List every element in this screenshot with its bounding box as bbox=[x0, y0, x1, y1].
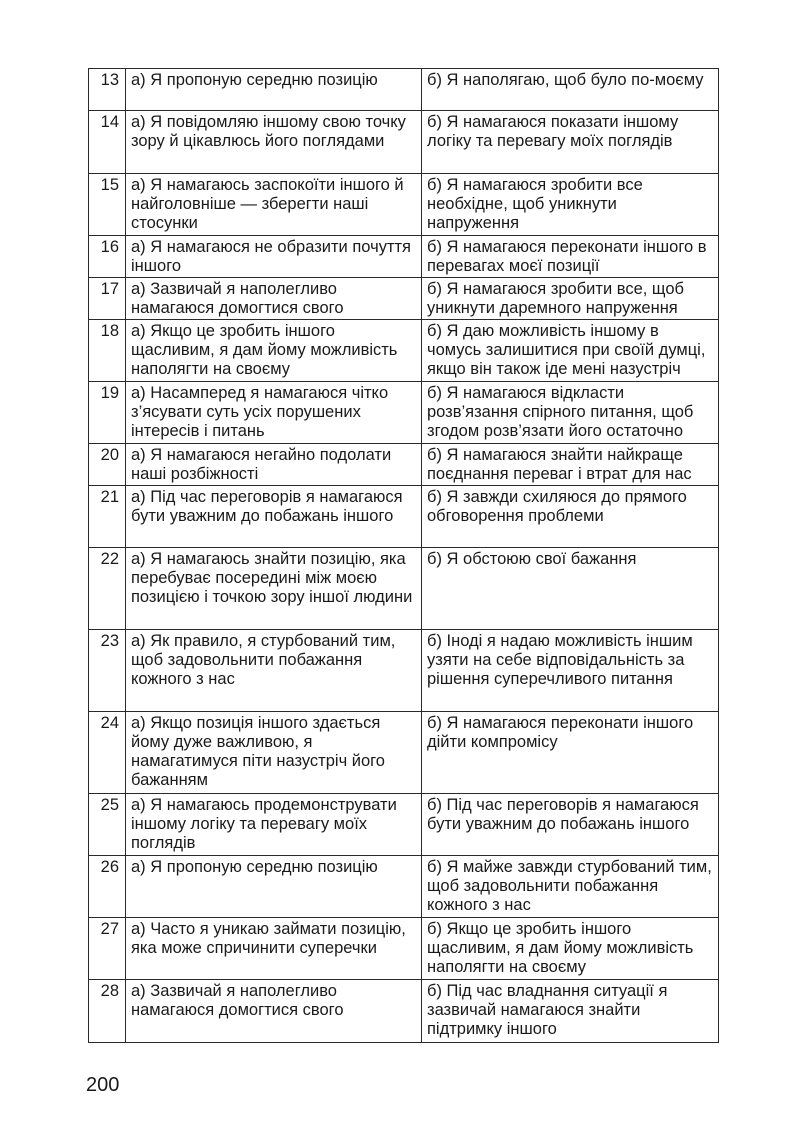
option-b: б) Іноді я надаю можливість іншим узяти на себе відповідальність за рішення суперечливого питання bbox=[422, 630, 719, 712]
option-a: а) Під час переговорів я намагаюся бути уважним до побажань іншого bbox=[126, 486, 422, 548]
option-a: а) Насамперед я намагаюся чітко з’ясувати суть усіх порушених інтересів і питань bbox=[126, 382, 422, 444]
table-row bbox=[89, 174, 719, 236]
option-a: а) Часто я уникаю займати позицію, яка може спричинити суперечки bbox=[126, 918, 422, 980]
option-b: б) Я намагаюся зробити все, щоб уникнути даремного напруження bbox=[422, 278, 719, 320]
item-number: 26 bbox=[89, 856, 126, 918]
table-row bbox=[89, 278, 719, 320]
option-b: б) Під час владнання ситуації я зазвичай намагаюся знайти підтримку іншого bbox=[422, 980, 719, 1043]
item-number: 25 bbox=[89, 794, 126, 856]
option-b: б) Я даю можливість іншому в чомусь залишитися при своїй думці, якщо він також іде мені назустріч bbox=[422, 320, 719, 382]
item-number: 15 bbox=[89, 174, 126, 236]
page-number: 200 bbox=[86, 1074, 120, 1096]
item-number: 14 bbox=[89, 111, 126, 174]
option-b: б) Я намагаюся зробити все необхідне, щоб уникнути напруження bbox=[422, 174, 719, 236]
questionnaire-table bbox=[88, 68, 719, 1043]
option-a: а) Я намагаюсь продемонструвати іншому логіку та перевагу моїх поглядів bbox=[126, 794, 422, 856]
option-a: а) Я пропоную середню позицію bbox=[126, 856, 422, 918]
table-row bbox=[89, 69, 719, 111]
item-number: 16 bbox=[89, 236, 126, 278]
option-b: б) Я намагаюся переконати іншого дійти компромісу bbox=[422, 712, 719, 794]
table-row bbox=[89, 382, 719, 444]
table-row bbox=[89, 794, 719, 856]
option-b: б) Я обстоюю свої бажання bbox=[422, 548, 719, 630]
option-b: б) Я наполягаю, щоб було по-моєму bbox=[422, 69, 719, 111]
table-row bbox=[89, 980, 719, 1043]
item-number: 20 bbox=[89, 444, 126, 486]
option-a: а) Я повідомляю іншому свою точку зору й цікавлюсь його поглядами bbox=[126, 111, 422, 174]
item-number: 21 bbox=[89, 486, 126, 548]
table-row bbox=[89, 856, 719, 918]
table-row bbox=[89, 236, 719, 278]
table-row bbox=[89, 918, 719, 980]
table-row bbox=[89, 111, 719, 174]
option-a: а) Зазвичай я наполегливо намагаюся домогтися свого bbox=[126, 980, 422, 1043]
option-b: б) Якщо це зробить іншого щасливим, я дам йому можливість наполягти на своєму bbox=[422, 918, 719, 980]
option-b: б) Я завжди схиляюся до прямого обговорення проблеми bbox=[422, 486, 719, 548]
option-b: б) Під час переговорів я намагаюся бути уважним до побажань іншого bbox=[422, 794, 719, 856]
option-b: б) Я намагаюся показати іншому логіку та перевагу моїх поглядів bbox=[422, 111, 719, 174]
item-number: 23 bbox=[89, 630, 126, 712]
table-row bbox=[89, 548, 719, 630]
option-a: а) Я пропоную середню позицію bbox=[126, 69, 422, 111]
item-number: 28 bbox=[89, 980, 126, 1043]
option-a: а) Як правило, я стурбований тим, щоб задовольнити побажання кожного з нас bbox=[126, 630, 422, 712]
option-a: а) Я намагаюсь знайти позицію, яка перебуває посередині між моєю позицією і точкою зору іншої людини bbox=[126, 548, 422, 630]
option-b: б) Я намагаюся знайти найкраще поєднання переваг і втрат для нас bbox=[422, 444, 719, 486]
item-number: 27 bbox=[89, 918, 126, 980]
option-a: а) Зазвичай я наполегливо намагаюся домогтися свого bbox=[126, 278, 422, 320]
option-a: а) Якщо це зробить іншого щасливим, я дам йому можливість наполягти на своєму bbox=[126, 320, 422, 382]
table-row bbox=[89, 712, 719, 794]
item-number: 18 bbox=[89, 320, 126, 382]
option-b: б) Я намагаюся відкласти розв’язання спірного питання, щоб згодом розв’язати його остаточно bbox=[422, 382, 719, 444]
item-number: 19 bbox=[89, 382, 126, 444]
option-a: а) Якщо позиція іншого здається йому дуже важливою, я намагатимуся піти назустріч його бажанням bbox=[126, 712, 422, 794]
table-row bbox=[89, 444, 719, 486]
item-number: 13 bbox=[89, 69, 126, 111]
table-row bbox=[89, 486, 719, 548]
item-number: 22 bbox=[89, 548, 126, 630]
table-row bbox=[89, 320, 719, 382]
item-number: 17 bbox=[89, 278, 126, 320]
option-b: б) Я намагаюся переконати іншого в перевагах моєї позиції bbox=[422, 236, 719, 278]
option-a: а) Я намагаюся не образити почуття іншого bbox=[126, 236, 422, 278]
option-b: б) Я майже завжди стурбований тим, щоб задовольнити побажання кожного з нас bbox=[422, 856, 719, 918]
option-a: а) Я намагаюся негайно подолати наші розбіжності bbox=[126, 444, 422, 486]
table-row bbox=[89, 630, 719, 712]
option-a: а) Я намагаюсь заспокоїти іншого й найголовніше — зберегти наші стосунки bbox=[126, 174, 422, 236]
item-number: 24 bbox=[89, 712, 126, 794]
